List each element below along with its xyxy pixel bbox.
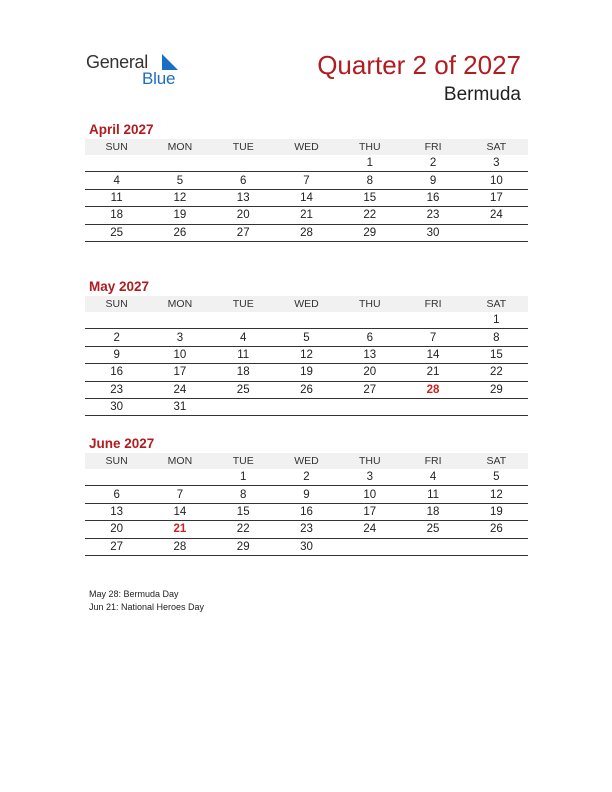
logo-text-general: General — [86, 52, 148, 72]
month-calendar-may — [85, 278, 528, 416]
day-cell: 28 — [275, 224, 338, 241]
day-cell: 10 — [465, 172, 528, 189]
week-row — [85, 329, 528, 346]
day-cell: 6 — [212, 172, 275, 189]
weekday-header: TUE — [212, 139, 275, 155]
week-row — [85, 381, 528, 398]
calendar-grid — [85, 453, 528, 556]
holiday-notes — [89, 588, 204, 613]
month-name: June 2027 — [89, 436, 155, 451]
week-row — [85, 346, 528, 363]
page-title: Quarter 2 of 2027 — [317, 50, 521, 80]
day-cell: 30 — [401, 224, 464, 241]
calendar-grid — [85, 296, 528, 416]
day-cell: 27 — [85, 538, 148, 555]
day-cell: 28 — [148, 538, 211, 555]
weekday-header: MON — [148, 453, 211, 469]
weekday-header-row — [85, 453, 528, 469]
weekday-header: SAT — [465, 453, 528, 469]
day-cell: 5 — [275, 329, 338, 346]
day-cell: 14 — [401, 346, 464, 363]
day-cell: 27 — [212, 224, 275, 241]
weekday-header: FRI — [401, 139, 464, 155]
day-cell: 11 — [401, 486, 464, 503]
day-cell: 30 — [85, 398, 148, 415]
day-cell: 8 — [212, 486, 275, 503]
day-cell: 2 — [275, 469, 338, 486]
day-cell: 14 — [275, 189, 338, 206]
weekday-header: SUN — [85, 453, 148, 469]
day-cell: 9 — [401, 172, 464, 189]
day-cell: 6 — [338, 329, 401, 346]
weekday-header: TUE — [212, 453, 275, 469]
day-cell — [212, 312, 275, 329]
day-cell — [148, 312, 211, 329]
day-cell: 12 — [465, 486, 528, 503]
day-cell: 22 — [212, 521, 275, 538]
day-cell: 21 — [401, 364, 464, 381]
week-row — [85, 172, 528, 189]
week-row — [85, 398, 528, 415]
day-cell: 29 — [338, 224, 401, 241]
day-cell: 3 — [465, 155, 528, 172]
day-cell: 30 — [275, 538, 338, 555]
day-cell: 23 — [85, 381, 148, 398]
day-cell: 31 — [148, 398, 211, 415]
day-cell: 18 — [401, 503, 464, 520]
week-row — [85, 207, 528, 224]
day-cell: 17 — [338, 503, 401, 520]
day-cell: 4 — [401, 469, 464, 486]
country-name: Bermuda — [443, 84, 521, 105]
month-calendar-april — [85, 121, 528, 242]
day-cell — [275, 155, 338, 172]
day-cell — [275, 398, 338, 415]
day-cell: 14 — [148, 503, 211, 520]
holiday-note: Jun 21: National Heroes Day — [89, 601, 205, 612]
day-cell — [465, 398, 528, 415]
day-cell: 29 — [465, 381, 528, 398]
weekday-header-row — [85, 296, 528, 312]
day-cell: 20 — [338, 364, 401, 381]
day-cell: 2 — [401, 155, 464, 172]
weekday-header: THU — [338, 453, 401, 469]
weekday-header: WED — [275, 453, 338, 469]
day-cell: 26 — [148, 224, 211, 241]
day-cell: 5 — [465, 469, 528, 486]
day-cell: 7 — [401, 329, 464, 346]
day-cell — [212, 155, 275, 172]
day-cell: 29 — [212, 538, 275, 555]
day-cell: 9 — [85, 346, 148, 363]
calendar-grid — [85, 139, 528, 242]
day-cell: 25 — [212, 381, 275, 398]
day-cell: 12 — [275, 346, 338, 363]
day-cell: 23 — [401, 207, 464, 224]
day-cell: 15 — [338, 189, 401, 206]
day-cell: 17 — [148, 364, 211, 381]
weekday-header: SAT — [465, 139, 528, 155]
day-cell: 1 — [465, 312, 528, 329]
day-cell: 9 — [275, 486, 338, 503]
day-cell: 22 — [465, 364, 528, 381]
logo — [86, 52, 196, 92]
day-cell — [85, 155, 148, 172]
day-cell: 15 — [212, 503, 275, 520]
day-cell: 16 — [401, 189, 464, 206]
day-cell: 26 — [275, 381, 338, 398]
holiday-day-cell: 21 — [148, 521, 211, 538]
day-cell: 3 — [148, 329, 211, 346]
logo-triangle-icon — [160, 54, 178, 70]
day-cell: 6 — [85, 486, 148, 503]
week-row — [85, 364, 528, 381]
weekday-header: WED — [275, 296, 338, 312]
day-cell — [338, 312, 401, 329]
day-cell: 21 — [275, 207, 338, 224]
day-cell: 3 — [338, 469, 401, 486]
weekday-header: SUN — [85, 139, 148, 155]
day-cell: 7 — [148, 486, 211, 503]
day-cell: 18 — [212, 364, 275, 381]
day-cell — [401, 312, 464, 329]
month-calendar-june — [85, 435, 528, 556]
day-cell: 19 — [148, 207, 211, 224]
weekday-header-row — [85, 139, 528, 155]
week-row — [85, 521, 528, 538]
day-cell — [148, 469, 211, 486]
day-cell: 7 — [275, 172, 338, 189]
day-cell: 12 — [148, 189, 211, 206]
day-cell: 2 — [85, 329, 148, 346]
week-row — [85, 503, 528, 520]
day-cell: 13 — [85, 503, 148, 520]
day-cell: 10 — [148, 346, 211, 363]
weekday-header: WED — [275, 139, 338, 155]
week-row — [85, 469, 528, 486]
week-row — [85, 486, 528, 503]
day-cell: 25 — [85, 224, 148, 241]
holiday-note: May 28: Bermuda Day — [89, 589, 179, 599]
week-row — [85, 189, 528, 206]
day-cell: 17 — [465, 189, 528, 206]
month-name: May 2027 — [89, 279, 150, 294]
day-cell: 25 — [401, 521, 464, 538]
day-cell: 8 — [338, 172, 401, 189]
day-cell: 5 — [148, 172, 211, 189]
day-cell: 13 — [338, 346, 401, 363]
day-cell: 4 — [85, 172, 148, 189]
weekday-header: TUE — [212, 296, 275, 312]
day-cell — [212, 398, 275, 415]
day-cell — [465, 224, 528, 241]
day-cell: 19 — [275, 364, 338, 381]
day-cell: 26 — [465, 521, 528, 538]
weekday-header: THU — [338, 296, 401, 312]
day-cell: 23 — [275, 521, 338, 538]
day-cell — [85, 312, 148, 329]
holiday-day-cell: 28 — [401, 381, 464, 398]
day-cell — [401, 398, 464, 415]
day-cell: 15 — [465, 346, 528, 363]
month-name: April 2027 — [89, 122, 154, 137]
day-cell: 4 — [212, 329, 275, 346]
week-row — [85, 224, 528, 241]
weekday-header: SAT — [465, 296, 528, 312]
day-cell — [275, 312, 338, 329]
logo-text-blue: Blue — [142, 69, 176, 88]
day-cell: 20 — [85, 521, 148, 538]
weekday-header: FRI — [401, 296, 464, 312]
weekday-header: MON — [148, 139, 211, 155]
day-cell — [401, 538, 464, 555]
day-cell: 10 — [338, 486, 401, 503]
day-cell: 1 — [212, 469, 275, 486]
week-row — [85, 312, 528, 329]
day-cell: 18 — [85, 207, 148, 224]
day-cell: 16 — [275, 503, 338, 520]
day-cell: 20 — [212, 207, 275, 224]
day-cell: 19 — [465, 503, 528, 520]
day-cell — [148, 155, 211, 172]
day-cell: 1 — [338, 155, 401, 172]
day-cell: 24 — [465, 207, 528, 224]
day-cell — [85, 469, 148, 486]
weekday-header: SUN — [85, 296, 148, 312]
day-cell — [338, 398, 401, 415]
day-cell — [338, 538, 401, 555]
day-cell: 27 — [338, 381, 401, 398]
week-row — [85, 538, 528, 555]
day-cell: 8 — [465, 329, 528, 346]
day-cell: 11 — [85, 189, 148, 206]
weekday-header: MON — [148, 296, 211, 312]
day-cell: 22 — [338, 207, 401, 224]
day-cell — [465, 538, 528, 555]
weekday-header: THU — [338, 139, 401, 155]
day-cell: 11 — [212, 346, 275, 363]
day-cell: 24 — [338, 521, 401, 538]
day-cell: 24 — [148, 381, 211, 398]
weekday-header: FRI — [401, 453, 464, 469]
day-cell: 16 — [85, 364, 148, 381]
day-cell: 13 — [212, 189, 275, 206]
week-row — [85, 155, 528, 172]
